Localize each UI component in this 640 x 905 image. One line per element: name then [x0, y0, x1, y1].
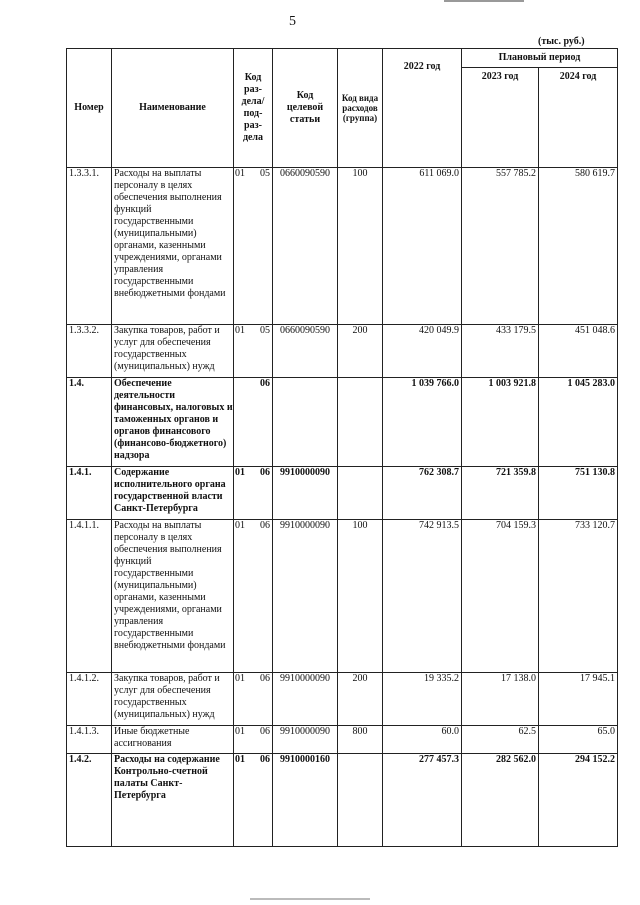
top-scan-mark [444, 0, 524, 2]
bottom-scan-mark [250, 898, 370, 900]
row-section-code [234, 168, 273, 325]
section-code: 01 [235, 726, 245, 737]
table-row [67, 754, 618, 847]
subsection-code: 06 [260, 520, 270, 531]
row-amount-2023: 1 003 921.8 [462, 378, 539, 467]
row-amount-2024: 580 619.7 [539, 168, 618, 325]
subsection-code: 06 [260, 673, 270, 684]
page-number: 5 [289, 14, 296, 29]
section-code: 01 [235, 673, 245, 684]
row-amount-2024: 65.0 [539, 726, 618, 754]
row-number: 1.4.1.1. [67, 520, 112, 673]
header-target-code: Код целевой статьи [273, 49, 338, 168]
row-amount-2023: 433 179.5 [462, 325, 539, 378]
table-row [67, 726, 618, 754]
unit-note: (тыс. руб.) [538, 36, 585, 47]
row-target-code: 9910000090 [273, 726, 338, 754]
row-amount-2023: 721 359.8 [462, 467, 539, 520]
row-expense-type [338, 754, 383, 847]
subsection-code: 05 [260, 325, 270, 336]
row-number: 1.4.1.3. [67, 726, 112, 754]
subsection-code: 06 [260, 754, 270, 765]
header-number: Номер [67, 49, 112, 168]
row-amount-2022: 762 308.7 [383, 467, 462, 520]
row-amount-2024: 17 945.1 [539, 673, 618, 726]
row-amount-2022: 1 039 766.0 [383, 378, 462, 467]
row-name: Расходы на содержание Контрольно-счетной палаты Санкт-Петербурга [112, 754, 234, 847]
header-expense-type: Код вида расходов (группа) [338, 49, 383, 168]
budget-table [66, 48, 618, 847]
table-row [67, 467, 618, 520]
row-amount-2022: 420 049.9 [383, 325, 462, 378]
row-target-code: 0660090590 [273, 325, 338, 378]
table-body [67, 168, 618, 847]
section-code: 01 [235, 754, 245, 765]
header-2023: 2023 год [462, 68, 539, 168]
row-name: Обеспечение деятельности финансовых, налоговых и таможенных органов и органов финансового (финансово-бюджетного) надзора [112, 378, 234, 467]
subsection-code: 06 [260, 467, 270, 478]
row-amount-2024: 451 048.6 [539, 325, 618, 378]
row-amount-2022: 277 457.3 [383, 754, 462, 847]
row-expense-type: 200 [338, 673, 383, 726]
header-planned-period: Плановый период [462, 49, 618, 68]
row-amount-2023: 704 159.3 [462, 520, 539, 673]
row-section-code [234, 325, 273, 378]
row-number: 1.3.3.2. [67, 325, 112, 378]
row-amount-2023: 17 138.0 [462, 673, 539, 726]
row-amount-2022: 742 913.5 [383, 520, 462, 673]
row-amount-2024: 751 130.8 [539, 467, 618, 520]
row-amount-2024: 733 120.7 [539, 520, 618, 673]
row-number: 1.3.3.1. [67, 168, 112, 325]
table-row [67, 168, 618, 325]
row-name: Иные бюджетные ассигнования [112, 726, 234, 754]
row-section-code [234, 378, 273, 467]
section-code: 01 [235, 168, 245, 179]
row-target-code [273, 378, 338, 467]
row-expense-type: 800 [338, 726, 383, 754]
row-amount-2022: 60.0 [383, 726, 462, 754]
row-number: 1.4.1.2. [67, 673, 112, 726]
row-number: 1.4.2. [67, 754, 112, 847]
row-number: 1.4.1. [67, 467, 112, 520]
subsection-code: 05 [260, 168, 270, 179]
row-expense-type: 100 [338, 520, 383, 673]
section-code: 01 [235, 467, 245, 478]
row-target-code: 9910000090 [273, 673, 338, 726]
row-name: Закупка товаров, работ и услуг для обеспечения государственных (муниципальных) нужд [112, 673, 234, 726]
row-target-code: 9910000160 [273, 754, 338, 847]
row-amount-2024: 1 045 283.0 [539, 378, 618, 467]
header-section-code: Код раз-дела/ под-раз-дела [234, 49, 273, 168]
row-target-code: 0660090590 [273, 168, 338, 325]
section-code: 01 [235, 520, 245, 531]
row-target-code: 9910000090 [273, 467, 338, 520]
section-code: 01 [235, 325, 245, 336]
table-row [67, 378, 618, 467]
row-amount-2023: 557 785.2 [462, 168, 539, 325]
row-amount-2023: 282 562.0 [462, 754, 539, 847]
row-expense-type: 100 [338, 168, 383, 325]
row-name: Расходы на выплаты персоналу в целях обеспечения выполнения функций государственными (муниципальными) органами, казенными учреждениями, органами управления государственными внебюджетными фондами [112, 520, 234, 673]
row-amount-2022: 611 069.0 [383, 168, 462, 325]
row-section-code [234, 754, 273, 847]
row-expense-type [338, 378, 383, 467]
row-section-code [234, 520, 273, 673]
table-row [67, 673, 618, 726]
row-amount-2024: 294 152.2 [539, 754, 618, 847]
table-row [67, 325, 618, 378]
row-target-code: 9910000090 [273, 520, 338, 673]
table-row [67, 520, 618, 673]
row-name: Содержание исполнительного органа государственной власти Санкт-Петербурга [112, 467, 234, 520]
subsection-code: 06 [260, 378, 270, 389]
row-expense-type: 200 [338, 325, 383, 378]
row-name: Расходы на выплаты персоналу в целях обеспечения выполнения функций государственными (муниципальными) органами, казенными учреждениями, органами управления государственными внебюджетными фондами [112, 168, 234, 325]
row-name: Закупка товаров, работ и услуг для обеспечения государственных (муниципальных) нужд [112, 325, 234, 378]
row-section-code [234, 726, 273, 754]
row-amount-2022: 19 335.2 [383, 673, 462, 726]
row-expense-type [338, 467, 383, 520]
header-2024: 2024 год [539, 68, 618, 168]
subsection-code: 06 [260, 726, 270, 737]
row-section-code [234, 467, 273, 520]
header-2022: 2022 год [383, 49, 462, 168]
header-name: Наименование [112, 49, 234, 168]
row-amount-2023: 62.5 [462, 726, 539, 754]
row-number: 1.4. [67, 378, 112, 467]
row-section-code [234, 673, 273, 726]
